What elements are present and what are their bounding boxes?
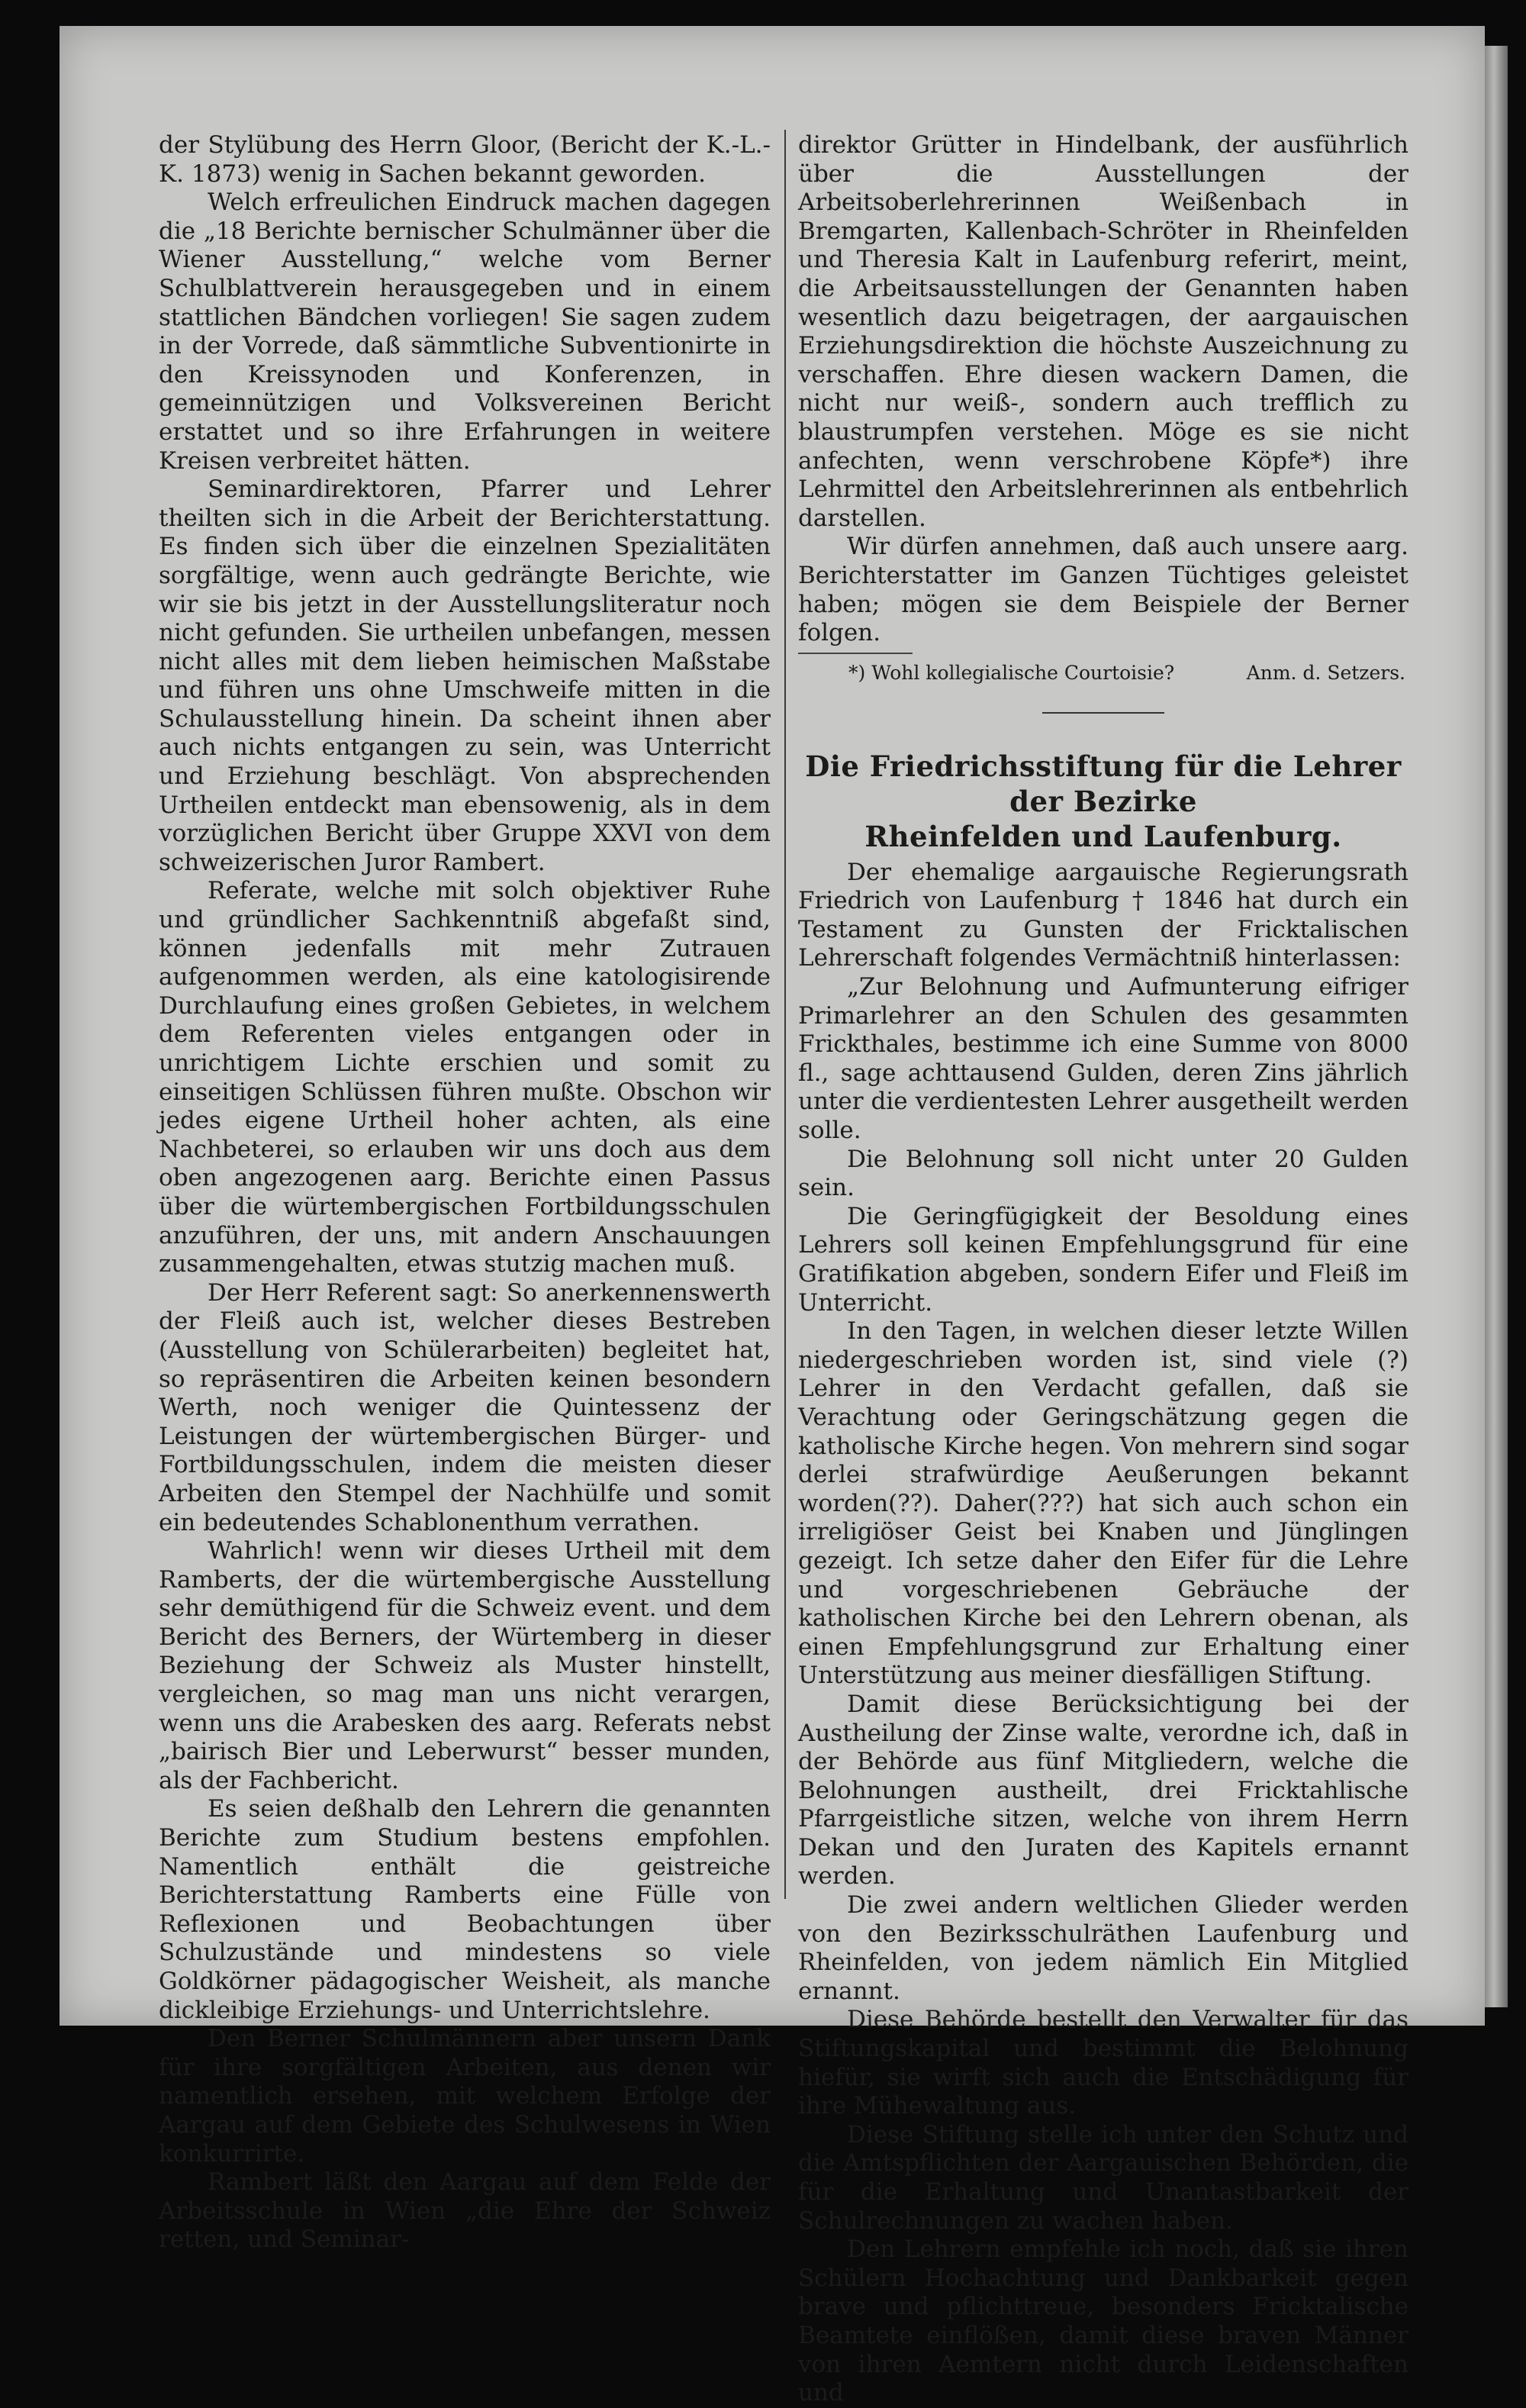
paragraph: der Stylübung des Herrn Gloor, (Bericht der K.-L.-K. 1873) wenig in Sachen bekannt geworden. bbox=[159, 131, 771, 188]
paragraph: Den Lehrern empfehle ich noch, daß sie ihren Schülern Hochachtung und Dankbarkeit gegen brave und pflichttreue, besonders Fricktalische Beamtete einflößen, damit diese braven Männer von ihren Aemtern nicht durch Leidenschaften und bbox=[798, 2236, 1408, 2407]
footnote bbox=[798, 660, 1408, 686]
article-title-line: Die Friedrichsstiftung für die Lehrer der Bezirke bbox=[805, 749, 1402, 818]
paragraph: direktor Grütter in Hindelbank, der ausführlich über die Ausstellungen der Arbeitsoberlehrerinnen Weißenbach in Bremgarten, Kallenbach-Schröter in Rheinfelden und Theresia Kalt in Laufenburg referirt, meint, die Arbeitsausstellungen der Genannten haben wesentlich dazu beigetragen, der aargauischen Erziehungsdirektion die höchste Auszeichnung zu verschaffen. Ehre diesen wackern Damen, die nicht nur weiß-, sondern auch trefflich zu blaustrumpfen verstehen. Möge es sie nicht anfechten, wenn verschrobene Köpfe*) ihre Lehrmittel den Arbeitslehrerinnen als entbehrlich darstellen. bbox=[798, 131, 1408, 532]
article-title-line: Rheinfelden und Laufenburg. bbox=[864, 819, 1342, 853]
footnote-note: Anm. d. Setzers. bbox=[1246, 661, 1405, 684]
left-column bbox=[159, 131, 771, 2255]
paragraph: Die Geringfügigkeit der Besoldung eines Lehrers soll keinen Empfehlungsgrund für eine Gratifikation abgeben, sondern Eifer und Fleiß im Unterricht. bbox=[798, 1202, 1408, 1317]
article-title bbox=[798, 749, 1408, 854]
paragraph: Die Belohnung soll nicht unter 20 Gulden sein. bbox=[798, 1145, 1408, 1202]
paragraph: „Zur Belohnung und Aufmunterung eifriger Primarlehrer an den Schulen des gesammten Frickthales, bestimme ich eine Summe von 8000 fl., sage achttausend Gulden, deren Zins jährlich unter die verdientesten Lehrer ausgetheilt werden solle. bbox=[798, 973, 1408, 1145]
page-edge bbox=[1485, 46, 1508, 2007]
paragraph: Wir dürfen annehmen, daß auch unsere aarg. Berichterstatter im Ganzen Tüchtiges geleistet haben; mögen sie dem Beispiele der Berner folgen. bbox=[798, 533, 1408, 647]
right-column bbox=[798, 131, 1408, 2408]
paragraph: Der Herr Referent sagt: So anerkennenswerth der Fleiß auch ist, welcher dieses Bestreben (Ausstellung von Schülerarbeiten) begleitet hat, so repräsentiren die Arbeiten keinen besondern Werth, noch weniger die Quintessenz der Leistungen der würtembergischen Bürger- und Fortbildungsschulen, indem die meisten dieser Arbeiten den Stempel der Nachhülfe und somit ein bedeutendes Schablonenthum verrathen. bbox=[159, 1278, 771, 1536]
paragraph: Die zwei andern weltlichen Glieder werden von den Bezirksschulräthen Laufenburg und Rheinfelden, von jedem nämlich Ein Mitglied ernannt. bbox=[798, 1891, 1408, 2005]
paragraph: Der ehemalige aargauische Regierungsrath Friedrich von Laufenburg † 1846 hat durch ein Testament zu Gunsten der Fricktalischen Lehrerschaft folgendes Vermächtniß hinterlassen: bbox=[798, 858, 1408, 972]
footnote-text: *) Wohl kollegialische Courtoisie? bbox=[848, 661, 1175, 684]
paragraph: Diese Stiftung stelle ich unter den Schutz und die Amtspflichten der Aargauischen Behörden, die für die Erhaltung und Unantastbarkeit der Schulrechnungen zu wachen haben. bbox=[798, 2120, 1408, 2235]
paragraph: Den Berner Schulmännern aber unsern Dank für ihre sorgfältigen Arbeiten, aus denen wir namentlich ersehen, mit welchem Erfolge der Aargau auf dem Gebiete des Schulwesens in Wien konkurrirte. bbox=[159, 2025, 771, 2168]
paragraph: Seminardirektoren, Pfarrer und Lehrer theilten sich in die Arbeit der Berichterstattung. Es finden sich über die einzelnen Spezialitäten sorgfältige, wenn auch gedrängte Berichte, wie wir sie bis jetzt in der Ausstellungsliteratur noch nicht gefunden. Sie urtheilen unbefangen, messen nicht alles mit dem lieben heimischen Maßstabe und führen uns ohne Umschweife mitten in die Schulausstellung hinein. Da scheint ihnen aber auch nichts entgangen zu sein, was Unterricht und Erziehung beschlägt. Von absprechenden Urtheilen entdeckt man ebensowenig, als in dem vorzüglichen Bericht über Gruppe XXVI von dem schweizerischen Juror Rambert. bbox=[159, 475, 771, 876]
paragraph: Es seien deßhalb den Lehrern die genannten Berichte zum Studium bestens empfohlen. Namentlich enthält die geistreiche Berichterstattung Ramberts eine Fülle von Reflexionen und Beobachtungen über Schulzustände und mindestens so viele Goldkörner pädagogischer Weisheit, als manche dickleibige Erziehungs- und Unterrichtslehre. bbox=[159, 1795, 771, 2024]
paragraph: Referate, welche mit solch objektiver Ruhe und gründlicher Sachkenntniß abgefaßt sind, können jedenfalls mit mehr Zutrauen aufgenommen werden, als eine katologisirende Durchlaufung eines großen Gebietes, in welchem dem Referenten vieles entgangen oder in unrichtigem Lichte erschien und somit zu einseitigen Schlüssen führen mußte. Obschon wir jedes eigene Urtheil hoher achten, als eine Nachbeterei, so erlauben wir uns doch aus dem oben angezogenen aarg. Berichte einen Passus über die würtembergischen Fortbildungsschulen anzuführen, der uns, mit andern Anschauungen zusammengehalten, etwas stutzig machen muß. bbox=[159, 877, 771, 1278]
paragraph: Damit diese Berücksichtigung bei der Austheilung der Zinse walte, verordne ich, daß in der Behörde aus fünf Mitgliedern, welche die Belohnungen austheilt, drei Fricktahlische Pfarrgeistliche sitzen, welche von ihrem Herrn Dekan und den Juraten des Kapitels ernannt werden. bbox=[798, 1690, 1408, 1891]
paragraph: In den Tagen, in welchen dieser letzte Willen niedergeschrieben worden ist, sind viele (?) Lehrer in den Verdacht gefallen, daß sie Verachtung oder Geringschätzung gegen die katholische Kirche hegen. Von mehrern sind sogar derlei strafwürdige Aeußerungen bekannt worden(??). Daher(???) hat sich auch schon ein irreligiöser Geist bei Knaben und Jünglingen gezeigt. Ich setze daher den Eifer für die Lehre und vorgeschriebenen Gebräuche der katholischen Kirche bei den Lehrern obenan, als einen Empfehlungsgrund zur Erhaltung einer Unterstützung aus meiner diesfälligen Stiftung. bbox=[798, 1317, 1408, 1690]
paragraph: Diese Behörde bestellt den Verwalter für das Stiftungskapital und bestimmt die Belohnung hiefür, sie wirft sich auch die Entschädigung für ihre Mühewaltung aus. bbox=[798, 2006, 1408, 2120]
paragraph: Rambert läßt den Aargau auf dem Felde der Arbeitsschule in Wien „die Ehre der Schweiz retten, und Seminar- bbox=[159, 2168, 771, 2254]
footnote-rule bbox=[798, 653, 913, 654]
section-separator bbox=[1042, 712, 1164, 714]
column-divider bbox=[784, 130, 786, 1899]
paragraph: Wahrlich! wenn wir dieses Urtheil mit dem Ramberts, der die würtembergische Ausstellung sehr demüthigend für die Schweiz event. und dem Bericht des Berners, der Würtemberg in dieser Beziehung der Schweiz als Muster hinstellt, vergleichen, so mag man uns nicht verargen, wenn uns die Arabesken des aarg. Referats nebst „bairisch Bier und Leberwurst“ besser munden, als der Fachbericht. bbox=[159, 1537, 771, 1794]
paragraph: Welch erfreulichen Eindruck machen dagegen die „18 Berichte bernischer Schulmänner über die Wiener Ausstellung,“ welche vom Berner Schulblattverein herausgegeben und in einem stattlichen Bändchen vorliegen! Sie sagen zudem in der Vorrede, daß sämmtliche Subventionirte in den Kreissynoden und Konferenzen, in gemeinnützigen und Volksvereinen Bericht erstattet und so ihre Erfahrungen in weitere Kreisen verbreitet hätten. bbox=[159, 189, 771, 475]
